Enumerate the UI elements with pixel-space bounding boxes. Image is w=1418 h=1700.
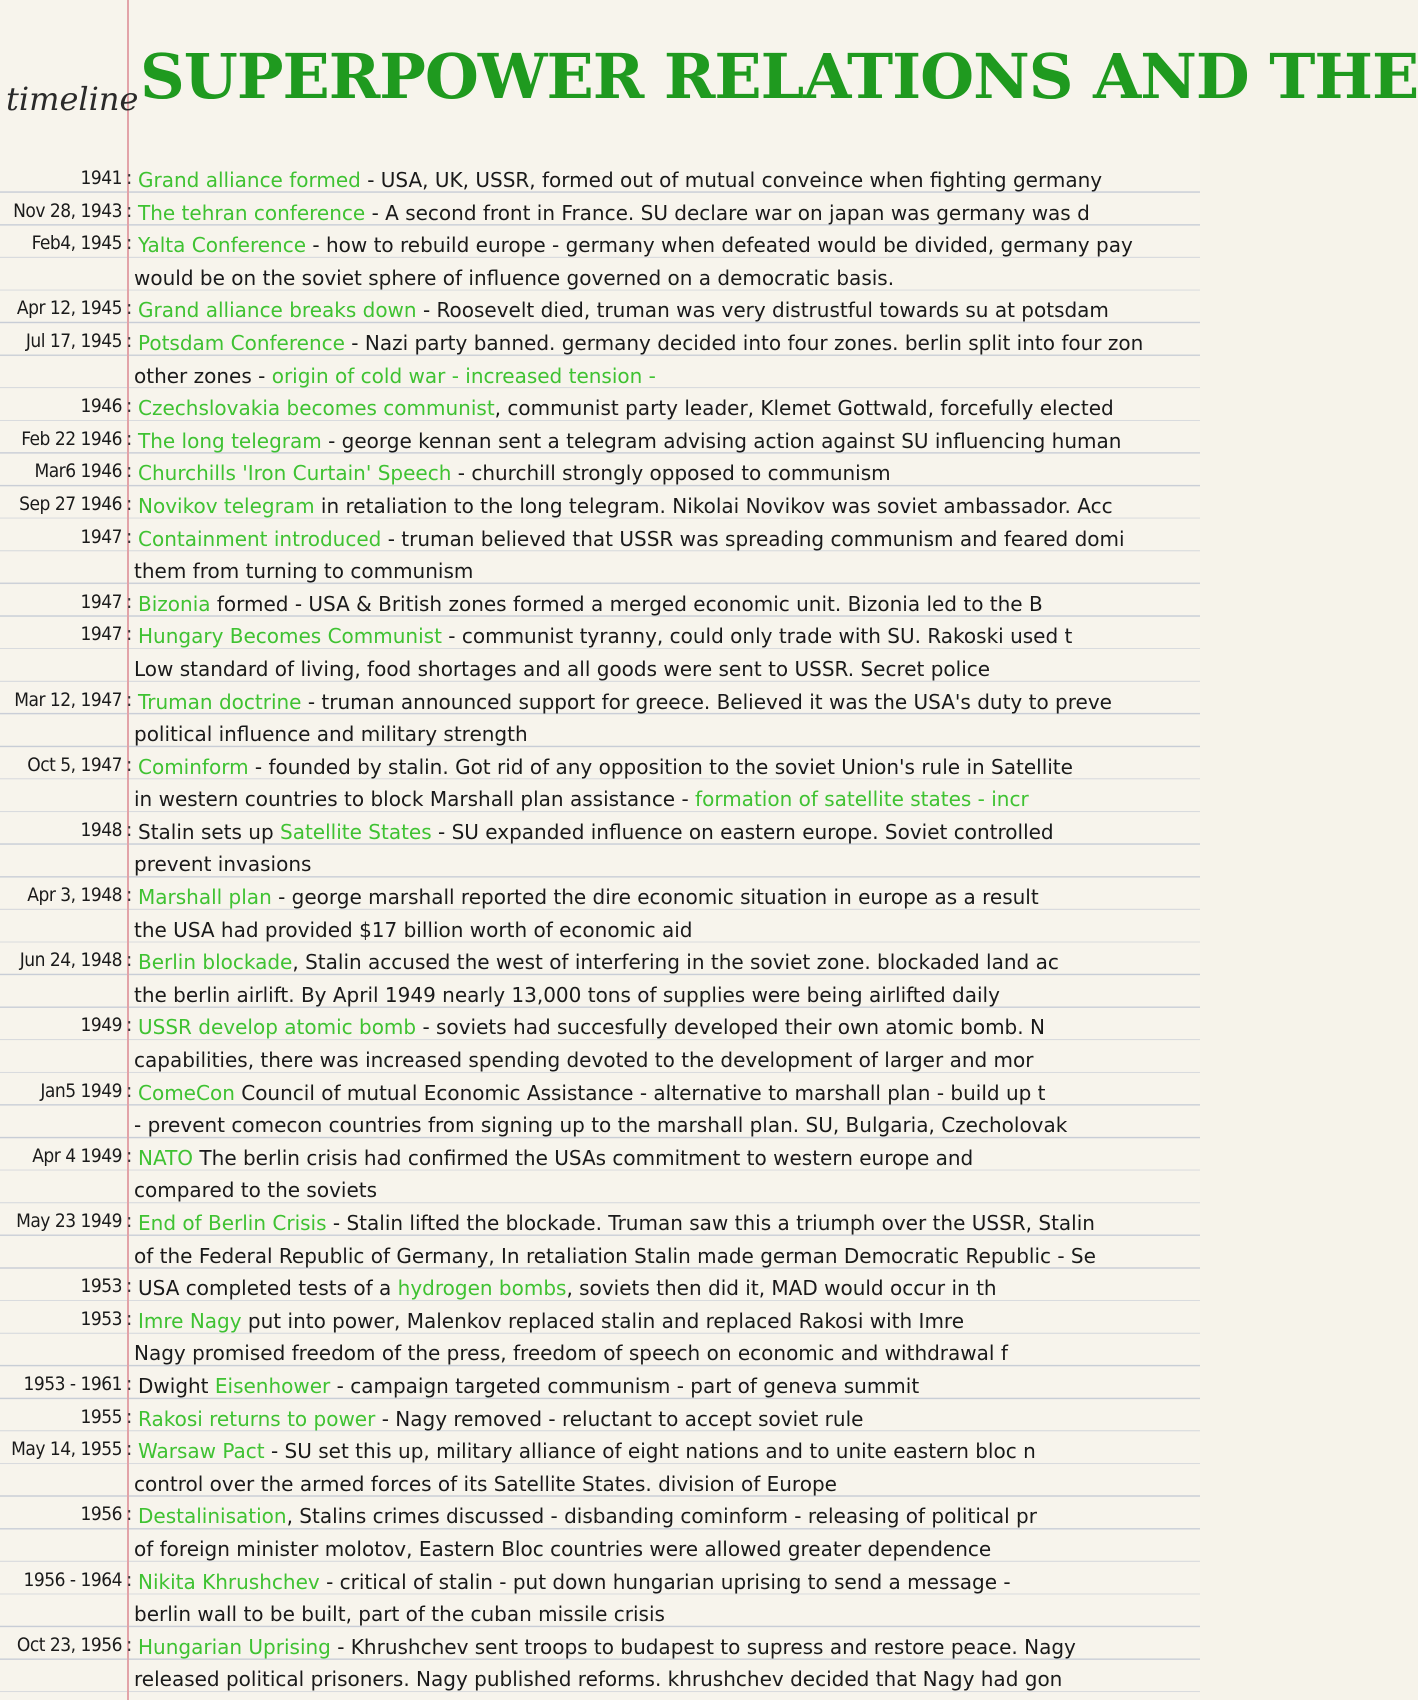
timeline-entry [0,457,1200,490]
entry-line [0,392,1200,425]
entry-date: 1946 [80,395,122,418]
entry-line [0,816,1200,849]
event-detail: the USA had provided $17 billion worth of economic aid [134,917,693,942]
date-separator: : [126,1144,133,1167]
entry-date: 1941 [80,167,122,189]
entry-date: 1956 - 1964 [23,1568,122,1591]
timeline-entry [0,197,1200,230]
timeline-entry [0,686,1200,751]
event-detail: - Khrushchev sent troops to budapest to supress and restore peace. Nagy [330,1634,1076,1659]
entry-text [138,690,1112,714]
entry-text [138,201,1090,225]
date-separator: : [126,1438,133,1461]
event-name: Satellite States [280,819,432,844]
timeline-entry [0,620,1200,685]
event-detail: them from turning to communism [134,559,474,584]
event-name: Czechslovakia becomes communist [138,396,495,421]
date-separator: : [126,949,133,972]
event-detail: - critical of stalin - put down hungarian uprising to send a message - [319,1569,1011,1594]
entry-date: Oct 23, 1956 [16,1633,122,1656]
entry-date: Mar 12, 1947 [14,688,122,711]
entry-text [138,1439,1036,1463]
entry-line [0,164,1200,197]
entry-text [134,722,528,746]
entry-text [134,364,656,388]
date-separator: : [126,1503,133,1526]
entry-date: Jan5 1949 [40,1079,122,1102]
entry-continuation-line [0,1044,1200,1077]
entry-text [138,1211,1095,1235]
event-detail: released political prisoners. Nagy published reforms. khrushchev decided that Nagy had gon [134,1667,1063,1692]
entry-line [0,197,1200,230]
event-detail: , Stalins crimes discussed - disbanding cominform - releasing of political pr [286,1504,1037,1529]
entry-line [0,327,1200,360]
date-separator: : [126,460,133,483]
timeline-entry [0,425,1200,458]
event-name: Rakosi returns to power [138,1406,376,1431]
entry-text [134,266,894,290]
event-detail: - truman announced support for greece. Believed it was the USA's duty to preve [301,689,1112,714]
date-separator: : [126,753,133,776]
event-name: Churchills 'Iron Curtain' Speech [138,461,452,486]
entry-text [138,1309,964,1333]
entry-date: 1953 [80,1275,122,1298]
entry-text [138,1015,1045,1039]
entry-text [134,918,692,942]
event-detail: - truman believed that USSR was spreading communism and feared domi [381,526,1125,551]
entry-continuation-line [0,1598,1200,1631]
event-name: Nikita Khrushchev [138,1569,320,1594]
entry-continuation-line [0,1663,1200,1696]
date-separator: : [126,1372,133,1395]
date-separator: : [126,525,133,548]
event-name: Grand alliance breaks down [138,298,417,323]
date-separator: : [126,884,133,907]
event-detail: - communist tyranny, could only trade with SU. Rakoski used t [441,624,1073,649]
entry-text [138,168,1102,192]
date-separator: : [126,590,133,613]
entry-line [0,1435,1200,1468]
timeline-entry [0,751,1200,816]
entry-text [134,1537,991,1561]
entry-continuation-line [0,1174,1200,1207]
entry-continuation-line [0,360,1200,393]
timeline-entry [0,881,1200,946]
event-detail: - Nagy removed - reluctant to accept soviet rule [375,1406,864,1431]
entry-line [0,1566,1200,1599]
date-separator: : [126,818,133,841]
entry-text [138,494,1113,518]
event-name: Potsdam Conference [138,330,345,355]
event-name: Truman doctrine [138,689,302,714]
entry-text [138,1504,1037,1528]
entry-text [138,1146,973,1170]
event-detail: Council of mutual Economic Assistance - alternative to marshall plan - build up t [234,1080,1046,1105]
entry-line [0,294,1200,327]
entry-date: May 23 1949 [16,1210,122,1232]
entry-text [134,1048,1034,1072]
event-detail: of the Federal Republic of Germany, In retaliation Stalin made german Democratic Republic - Se [134,1243,1096,1268]
event-name: Hungary Becomes Communist [138,624,442,649]
entry-text [138,1570,1011,1594]
entry-continuation-line [0,1109,1200,1142]
timeline-entry [0,1566,1200,1631]
event-detail: - soviets had succesfully developed their own atomic bomb. N [416,1015,1045,1040]
timeline-entry [0,1631,1200,1696]
timeline-entry [0,1011,1200,1076]
entry-text [134,1602,665,1626]
event-detail: Dwight [138,1373,215,1398]
event-detail: formed - USA & British zones formed a merged economic unit. Bizonia led to the B [210,591,1043,616]
entry-text [138,950,1059,974]
timeline-entry [0,1370,1200,1403]
entry-line [0,620,1200,653]
event-detail: Low standard of living, food shortages and all goods were sent to USSR. Secret police [134,656,991,681]
entry-continuation-line [0,555,1200,588]
event-detail: - Stalin lifted the blockade. Truman saw this a triumph over the USSR, Stalin [326,1211,1095,1235]
event-detail: - how to rebuild europe - germany when defeated would be divided, germany pay [306,233,1133,258]
entry-date: May 14, 1955 [11,1438,122,1461]
event-detail: other zones - [134,363,272,388]
event-name: Grand alliance formed [138,168,361,192]
timeline-entry [0,1500,1200,1565]
event-name: Destalinisation [138,1504,287,1529]
event-detail: compared to the soviets [134,1178,378,1203]
entry-date: Sep 27 1946 [19,492,122,515]
event-name: Imre Nagy [138,1308,242,1333]
event-detail: put into power, Malenkov replaced stalin and replaced Rakosi with Imre [241,1308,965,1333]
entry-text [134,1244,1096,1268]
entry-text [134,1472,837,1496]
event-detail: - george marshall reported the dire economic situation in europe as a result [271,885,1039,910]
event-name: Containment introduced [138,526,382,551]
entry-date: Mar6 1946 [34,460,122,483]
entry-date: 1953 [80,1307,122,1330]
date-separator: : [126,1307,133,1330]
date-separator: : [126,199,133,222]
event-name: Novikov telegram [138,493,315,518]
entry-text [138,429,1121,453]
entry-text [134,787,1029,811]
event-name: Cominform [138,754,249,779]
event-detail: - churchill strongly opposed to communism [451,461,891,486]
entry-line [0,1500,1200,1533]
entry-text [138,592,1043,616]
entry-line [0,1305,1200,1338]
entry-line [0,1207,1200,1240]
entry-date: 1955 [80,1405,122,1428]
date-separator: : [126,688,133,711]
entry-text [138,1081,1046,1105]
timeline-entry [0,1305,1200,1370]
event-detail: Stalin sets up [138,819,281,844]
entry-date: 1947 [80,590,122,613]
event-detail: capabilities, there was increased spending devoted to the development of larger and mor [134,1048,1034,1073]
entry-line [0,751,1200,784]
event-detail: prevent invasions [134,852,312,877]
timeline-entry [0,588,1200,621]
event-detail: in retaliation to the long telegram. Nikolai Novikov was soviet ambassador. Acc [314,493,1113,518]
event-name: The tehran conference [138,200,366,225]
timeline-entry [0,1435,1200,1500]
entry-text [138,396,1114,420]
event-detail: , soviets then did it, MAD would occur in th [566,1276,997,1301]
timeline-entry [0,327,1200,392]
entry-continuation-line [0,783,1200,816]
entry-text [134,1667,1062,1691]
entry-continuation-line [0,979,1200,1012]
timeline-entry [0,816,1200,881]
timeline-entry [0,164,1200,197]
timeline-entry [0,1207,1200,1272]
event-name: origin of cold war - increased tension - [271,363,656,388]
entry-text [138,624,1072,648]
entry-continuation-line [0,914,1200,947]
event-detail: - A second front in France. SU declare war on japan was germany was d [365,200,1090,225]
entry-date: 1949 [80,1014,122,1037]
entry-text [138,331,1143,355]
timeline-list [0,164,1200,1696]
event-detail: - campaign targeted communism - part of geneva summit [330,1373,920,1398]
event-detail: - USA, UK, USSR, formed out of mutual conveince when fighting germany [360,168,1103,192]
event-name: hydrogen bombs [397,1276,567,1301]
entry-line [0,1403,1200,1436]
event-detail: - SU expanded influence on eastern europe. Soviet controlled [431,819,1054,844]
entry-text [138,755,1073,779]
event-name: ComeCon [138,1080,235,1105]
entry-continuation-line [0,1240,1200,1273]
event-detail: The berlin crisis had confirmed the USAs commitment to western europe and [193,1145,974,1170]
entry-date: 1947 [80,525,122,548]
entry-date: 1948 [80,818,122,841]
entry-text [138,1276,997,1300]
entry-text [134,1113,1067,1137]
page-title: SUPERPOWER RELATIONS AND THE [140,40,1418,113]
event-detail: USA completed tests of a [138,1276,398,1301]
date-separator: : [126,1014,133,1037]
event-detail: Nagy promised freedom of the press, freedom of speech on economic and withdrawal f [134,1341,1008,1366]
event-detail: the berlin airlift. By April 1949 nearly 13,000 tons of supplies were being airlifted daily [134,982,1000,1007]
entry-date: Feb4, 1945 [31,232,122,255]
entry-text [138,298,1109,322]
entry-continuation-line [0,848,1200,881]
event-detail: - george kennan sent a telegram advising action against SU influencing human [321,428,1122,453]
event-detail: - Roosevelt died, truman was very distrustful towards su at potsdam [416,298,1109,323]
timeline-entry [0,229,1200,294]
entry-text [138,885,1039,909]
entry-text [134,657,990,681]
entry-text [138,527,1125,551]
entry-line [0,881,1200,914]
entry-text [138,1635,1076,1659]
event-detail: , communist party leader, Klemet Gottwald, forcefully elected [494,396,1114,421]
entry-date: 1947 [80,623,122,646]
event-detail: control over the armed forces of its Satellite States. division of Europe [134,1471,837,1496]
entry-line [0,1077,1200,1110]
event-detail: of foreign minister molotov, Eastern Bloc countries were allowed greater dependence [134,1536,992,1561]
entry-line [0,425,1200,458]
entry-line [0,1370,1200,1403]
event-detail: political influence and military strength [134,722,528,747]
entry-text [138,1374,919,1398]
date-separator: : [126,1210,133,1232]
event-detail: in western countries to block Marshall plan assistance - [134,787,696,812]
entry-continuation-line [0,653,1200,686]
entry-text [138,820,1054,844]
entry-line [0,229,1200,262]
entry-continuation-line [0,1337,1200,1370]
event-name: Bizonia [138,591,211,616]
date-separator: : [126,297,133,320]
event-detail: - prevent comecon countries from signing up to the marshall plan. SU, Bulgaria, Czecholovak [134,1113,1068,1138]
entry-text [138,1407,863,1431]
entry-text [134,1341,1008,1365]
entry-date: Apr 12, 1945 [16,297,122,320]
entry-text [138,461,891,485]
entry-date: Apr 4 1949 [32,1144,122,1167]
timeline-entry [0,1142,1200,1207]
timeline-entry [0,1272,1200,1305]
date-separator: : [126,1079,133,1102]
timeline-entry [0,490,1200,523]
entry-line [0,1142,1200,1175]
entry-line [0,490,1200,523]
timeline-entry [0,523,1200,588]
entry-date: Nov 28, 1943 [13,199,122,222]
date-separator: : [126,623,133,646]
event-name: Hungarian Uprising [138,1634,331,1659]
date-separator: : [126,1275,133,1298]
entry-continuation-line [0,262,1200,295]
event-name: USSR develop atomic bomb [138,1015,417,1040]
event-name: NATO [138,1145,194,1170]
entry-date: Jun 24, 1948 [19,949,122,972]
entry-text [134,1178,377,1202]
entry-line [0,1272,1200,1305]
event-detail: - SU set this up, military alliance of eight nations and to unite eastern bloc n [264,1439,1036,1464]
date-separator: : [126,395,133,418]
date-separator: : [126,1568,133,1591]
event-name: Yalta Conference [138,233,307,258]
date-separator: : [126,492,133,515]
event-detail: , Stalin accused the west of interfering in the soviet zone. blockaded land ac [292,950,1059,975]
date-separator: : [126,1405,133,1428]
event-name: Warsaw Pact [138,1439,265,1464]
entry-line [0,457,1200,490]
event-detail: berlin wall to be built, part of the cuban missile crisis [134,1602,665,1627]
entry-line [0,588,1200,621]
entry-text [134,852,311,876]
entry-line [0,523,1200,556]
entry-text [134,559,473,583]
event-detail: would be on the soviet sphere of influence governed on a democratic basis. [134,265,895,290]
entry-date: Jul 17, 1945 [25,329,122,352]
event-name: The long telegram [138,428,322,453]
timeline-entry [0,294,1200,327]
margin-label: timeline [6,80,139,118]
entry-line [0,686,1200,719]
timeline-entry [0,1403,1200,1436]
timeline-entry [0,1077,1200,1142]
entry-line [0,946,1200,979]
entry-text [134,983,1000,1007]
date-separator: : [126,1633,133,1656]
entry-line [0,1011,1200,1044]
event-name: Marshall plan [138,885,272,910]
timeline-entry [0,946,1200,1011]
entry-continuation-line [0,1468,1200,1501]
event-name: Eisenhower [214,1373,331,1398]
event-detail: - Nazi party banned. germany decided into four zones. berlin split into four zon [344,330,1144,355]
event-name: formation of satellite states - incr [695,787,1029,812]
date-separator: : [126,167,133,189]
entry-date: Feb 22 1946 [21,427,122,450]
date-separator: : [126,427,133,450]
event-name: End of Berlin Crisis [138,1211,327,1235]
date-separator: : [126,329,133,352]
entry-continuation-line [0,718,1200,751]
timeline-entry [0,392,1200,425]
entry-text [138,233,1133,257]
event-detail: - founded by stalin. Got rid of any opposition to the soviet Union's rule in Satellite [248,754,1073,779]
entry-line [0,1631,1200,1664]
date-separator: : [126,232,133,255]
entry-date: 1953 - 1961 [23,1372,122,1395]
entry-date: Apr 3, 1948 [27,884,122,907]
entry-date: 1956 [80,1503,122,1526]
event-name: Berlin blockade [138,950,293,975]
entry-continuation-line [0,1533,1200,1566]
entry-date: Oct 5, 1947 [27,753,122,776]
